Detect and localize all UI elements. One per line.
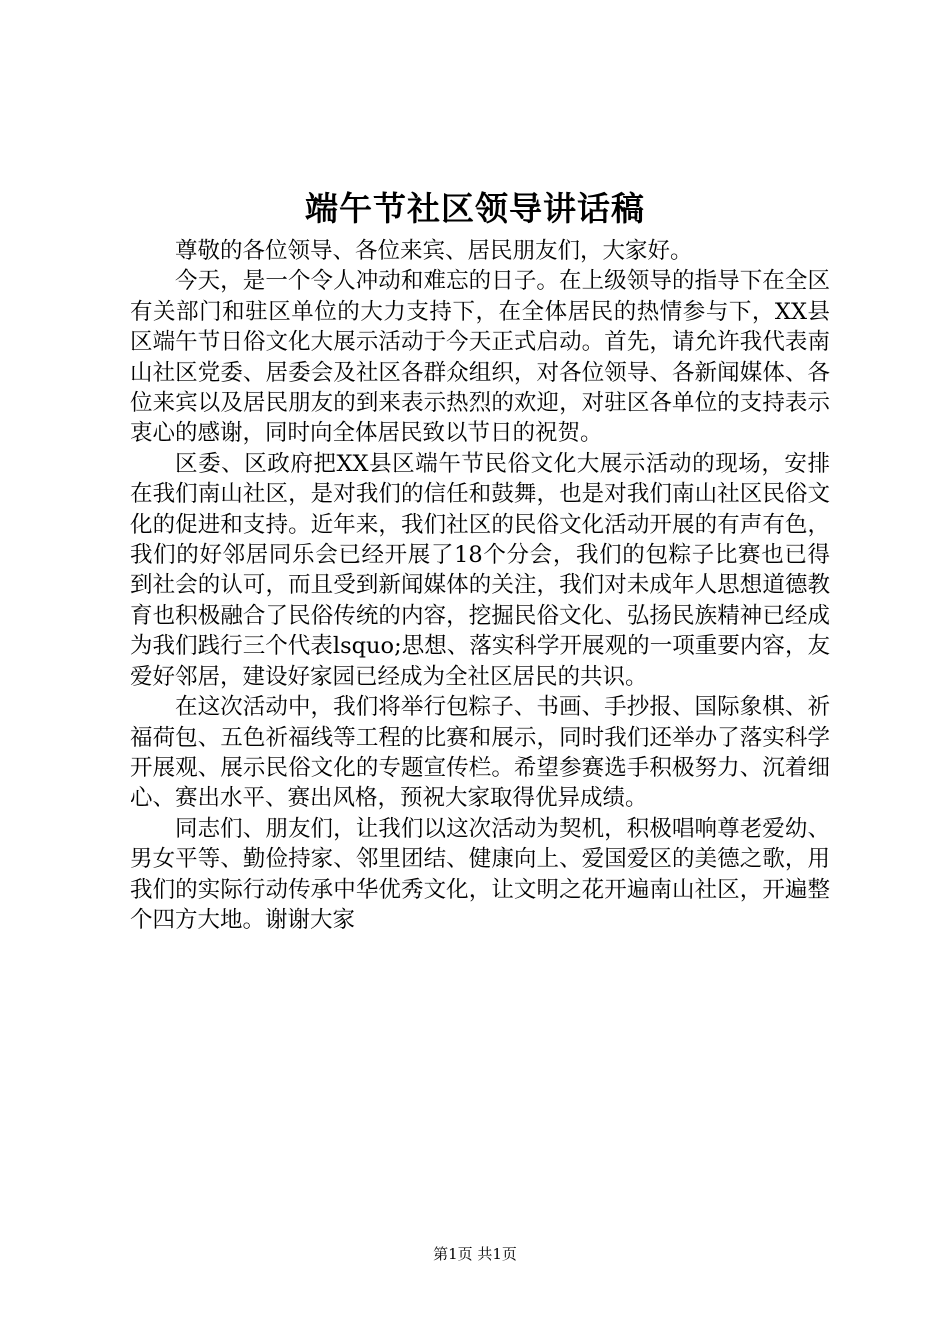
paragraph-activities: 在这次活动中，我们将举行包粽子、书画、手抄报、国际象棋、祈福荷包、五色祈福线等工程的比赛和展示，同时我们还举办了落实科学开展观、展示民俗文化的专题宣传栏。希望参赛选手积极努力、沉着细心、赛出水平、赛出风格，预祝大家取得优异成绩。 <box>130 694 830 812</box>
paragraph-closing: 同志们、朋友们，让我们以这次活动为契机，积极唱响尊老爱幼、男女平等、勤俭持家、邻里团结、健康向上、爱国爱区的美德之歌，用我们的实际行动传承中华优秀文化，让文明之花开遍南山社区，开遍整个四方大地。谢谢大家 <box>130 815 830 933</box>
paragraph-community-culture: 区委、区政府把XX县区端午节民俗文化大展示活动的现场，安排在我们南山社区，是对我们的信任和鼓舞，也是对我们南山社区民俗文化的促进和支持。近年来，我们社区的民俗文化活动开展的有声有色，我们的好邻居同乐会已经开展了18个分会，我们的包粽子比赛也已得到社会的认可，而且受到新闻媒体的关注，我们对未成年人思想道德教育也积极融合了民俗传统的内容，挖掘民俗文化、弘扬民族精神已经成为我们践行三个代表lsquo;思想、落实科学开展观的一项重要内容，友爱好邻居，建设好家园已经成为全社区居民的共识。 <box>130 450 830 690</box>
page-title: 端午节社区领导讲话稿 <box>305 189 645 228</box>
speech-body <box>130 236 830 935</box>
page-footer: 第1页 共1页 <box>433 1245 517 1263</box>
paragraph-opening: 今天，是一个令人冲动和难忘的日子。在上级领导的指导下在全区有关部门和驻区单位的大力支持下，在全体居民的热情参与下，XX县区端午节日俗文化大展示活动于今天正式启动。首先，请允许我代表南山社区党委、居委会及社区各群众组织，对各位领导、各新闻媒体、各位来宾以及居民朋友的到来表示热烈的欢迎，对驻区各单位的支持表示衷心的感谢，同时向全体居民致以节日的祝贺。 <box>130 268 830 447</box>
paragraph-greeting: 尊敬的各位领导、各位来宾、居民朋友们，大家好。 <box>175 238 693 264</box>
